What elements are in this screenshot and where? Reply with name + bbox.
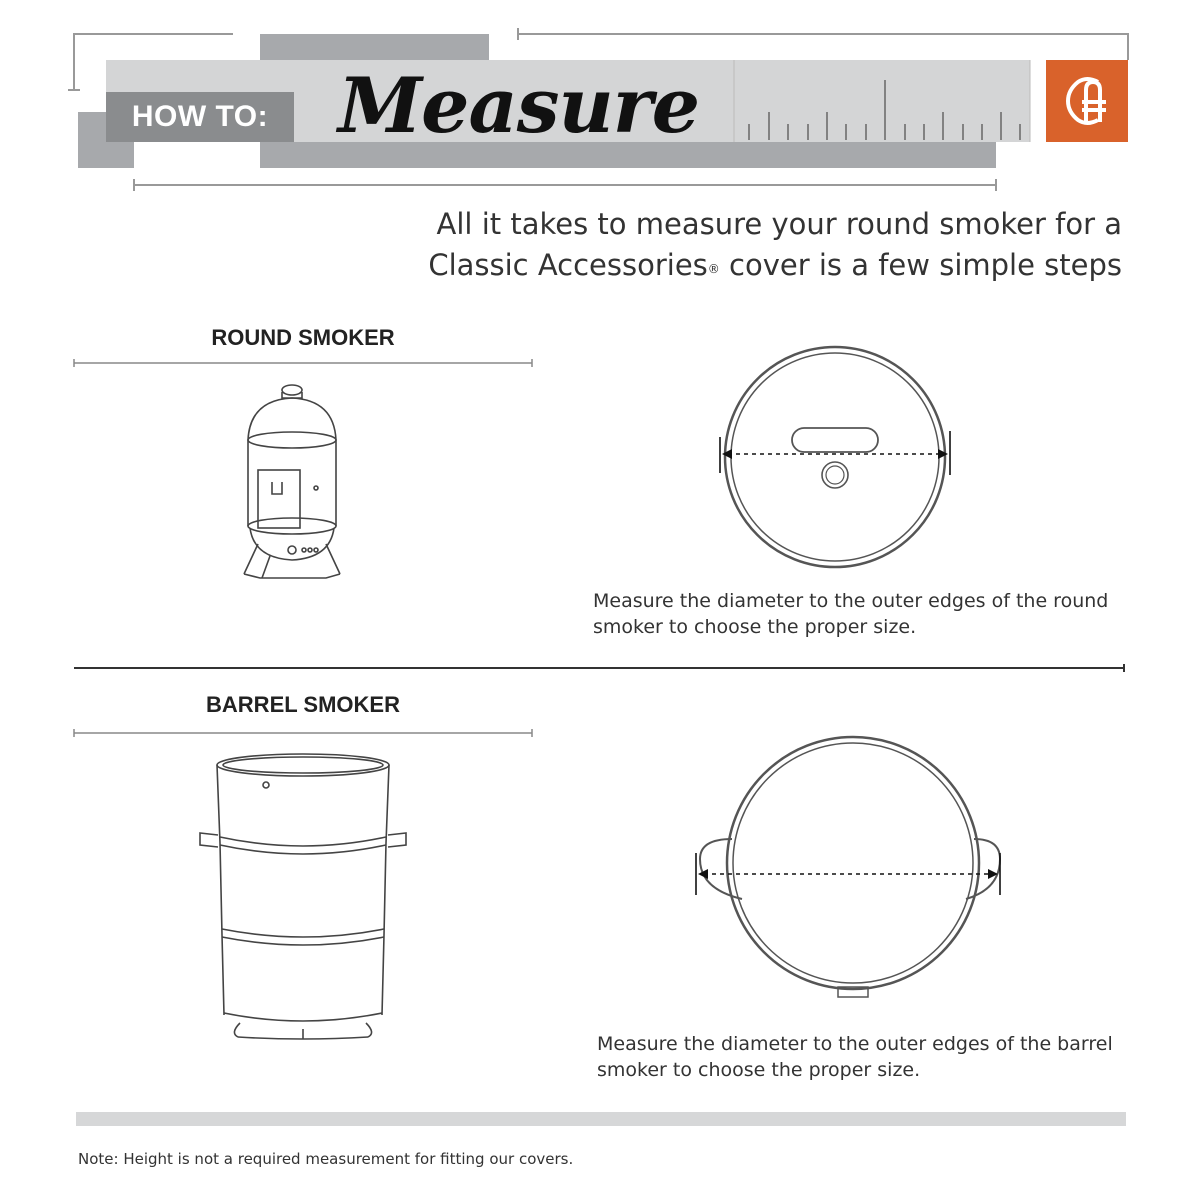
- section-rule-round: [70, 355, 536, 371]
- caption-round: [593, 588, 1108, 640]
- round-smoker-illustration: [230, 378, 360, 593]
- brand-name: Classic Accessories: [428, 248, 708, 282]
- caption-round-line-1: Measure the diameter to the outer edges of the round: [593, 590, 1109, 612]
- intro-line-1: All it takes to measure your round smoker for a: [436, 207, 1122, 241]
- intro-text: [362, 204, 1122, 286]
- section-rule-barrel: [70, 725, 536, 741]
- caption-barrel: [597, 1031, 1113, 1083]
- barrel-smoker-illustration: [190, 745, 420, 1045]
- barrel-smoker-diagram: [688, 735, 1008, 1005]
- intro-line-2: [362, 245, 1122, 286]
- section-divider: [70, 660, 1130, 676]
- section-title-barrel: BARREL SMOKER: [206, 692, 400, 717]
- registered-mark: ®: [707, 262, 720, 276]
- caption-round-line-2: smoker to choose the proper size.: [593, 616, 917, 638]
- caption-barrel-line-1: Measure the diameter to the outer edges of the barrel: [597, 1033, 1113, 1055]
- footer-bar: [76, 1112, 1126, 1126]
- ca-logo-icon: [1046, 60, 1128, 142]
- page-title: Measure: [338, 61, 700, 150]
- footnote: Note: Height is not a required measurement for fitting our covers.: [78, 1150, 574, 1168]
- round-smoker-diagram: [712, 345, 958, 575]
- howto-label: HOW TO:: [106, 92, 294, 142]
- brand-logo: [1046, 60, 1128, 142]
- section-title-round: ROUND SMOKER: [211, 325, 395, 350]
- caption-barrel-line-2: smoker to choose the proper size.: [597, 1059, 921, 1081]
- intro-line-2-suffix: cover is a few simple steps: [719, 248, 1122, 282]
